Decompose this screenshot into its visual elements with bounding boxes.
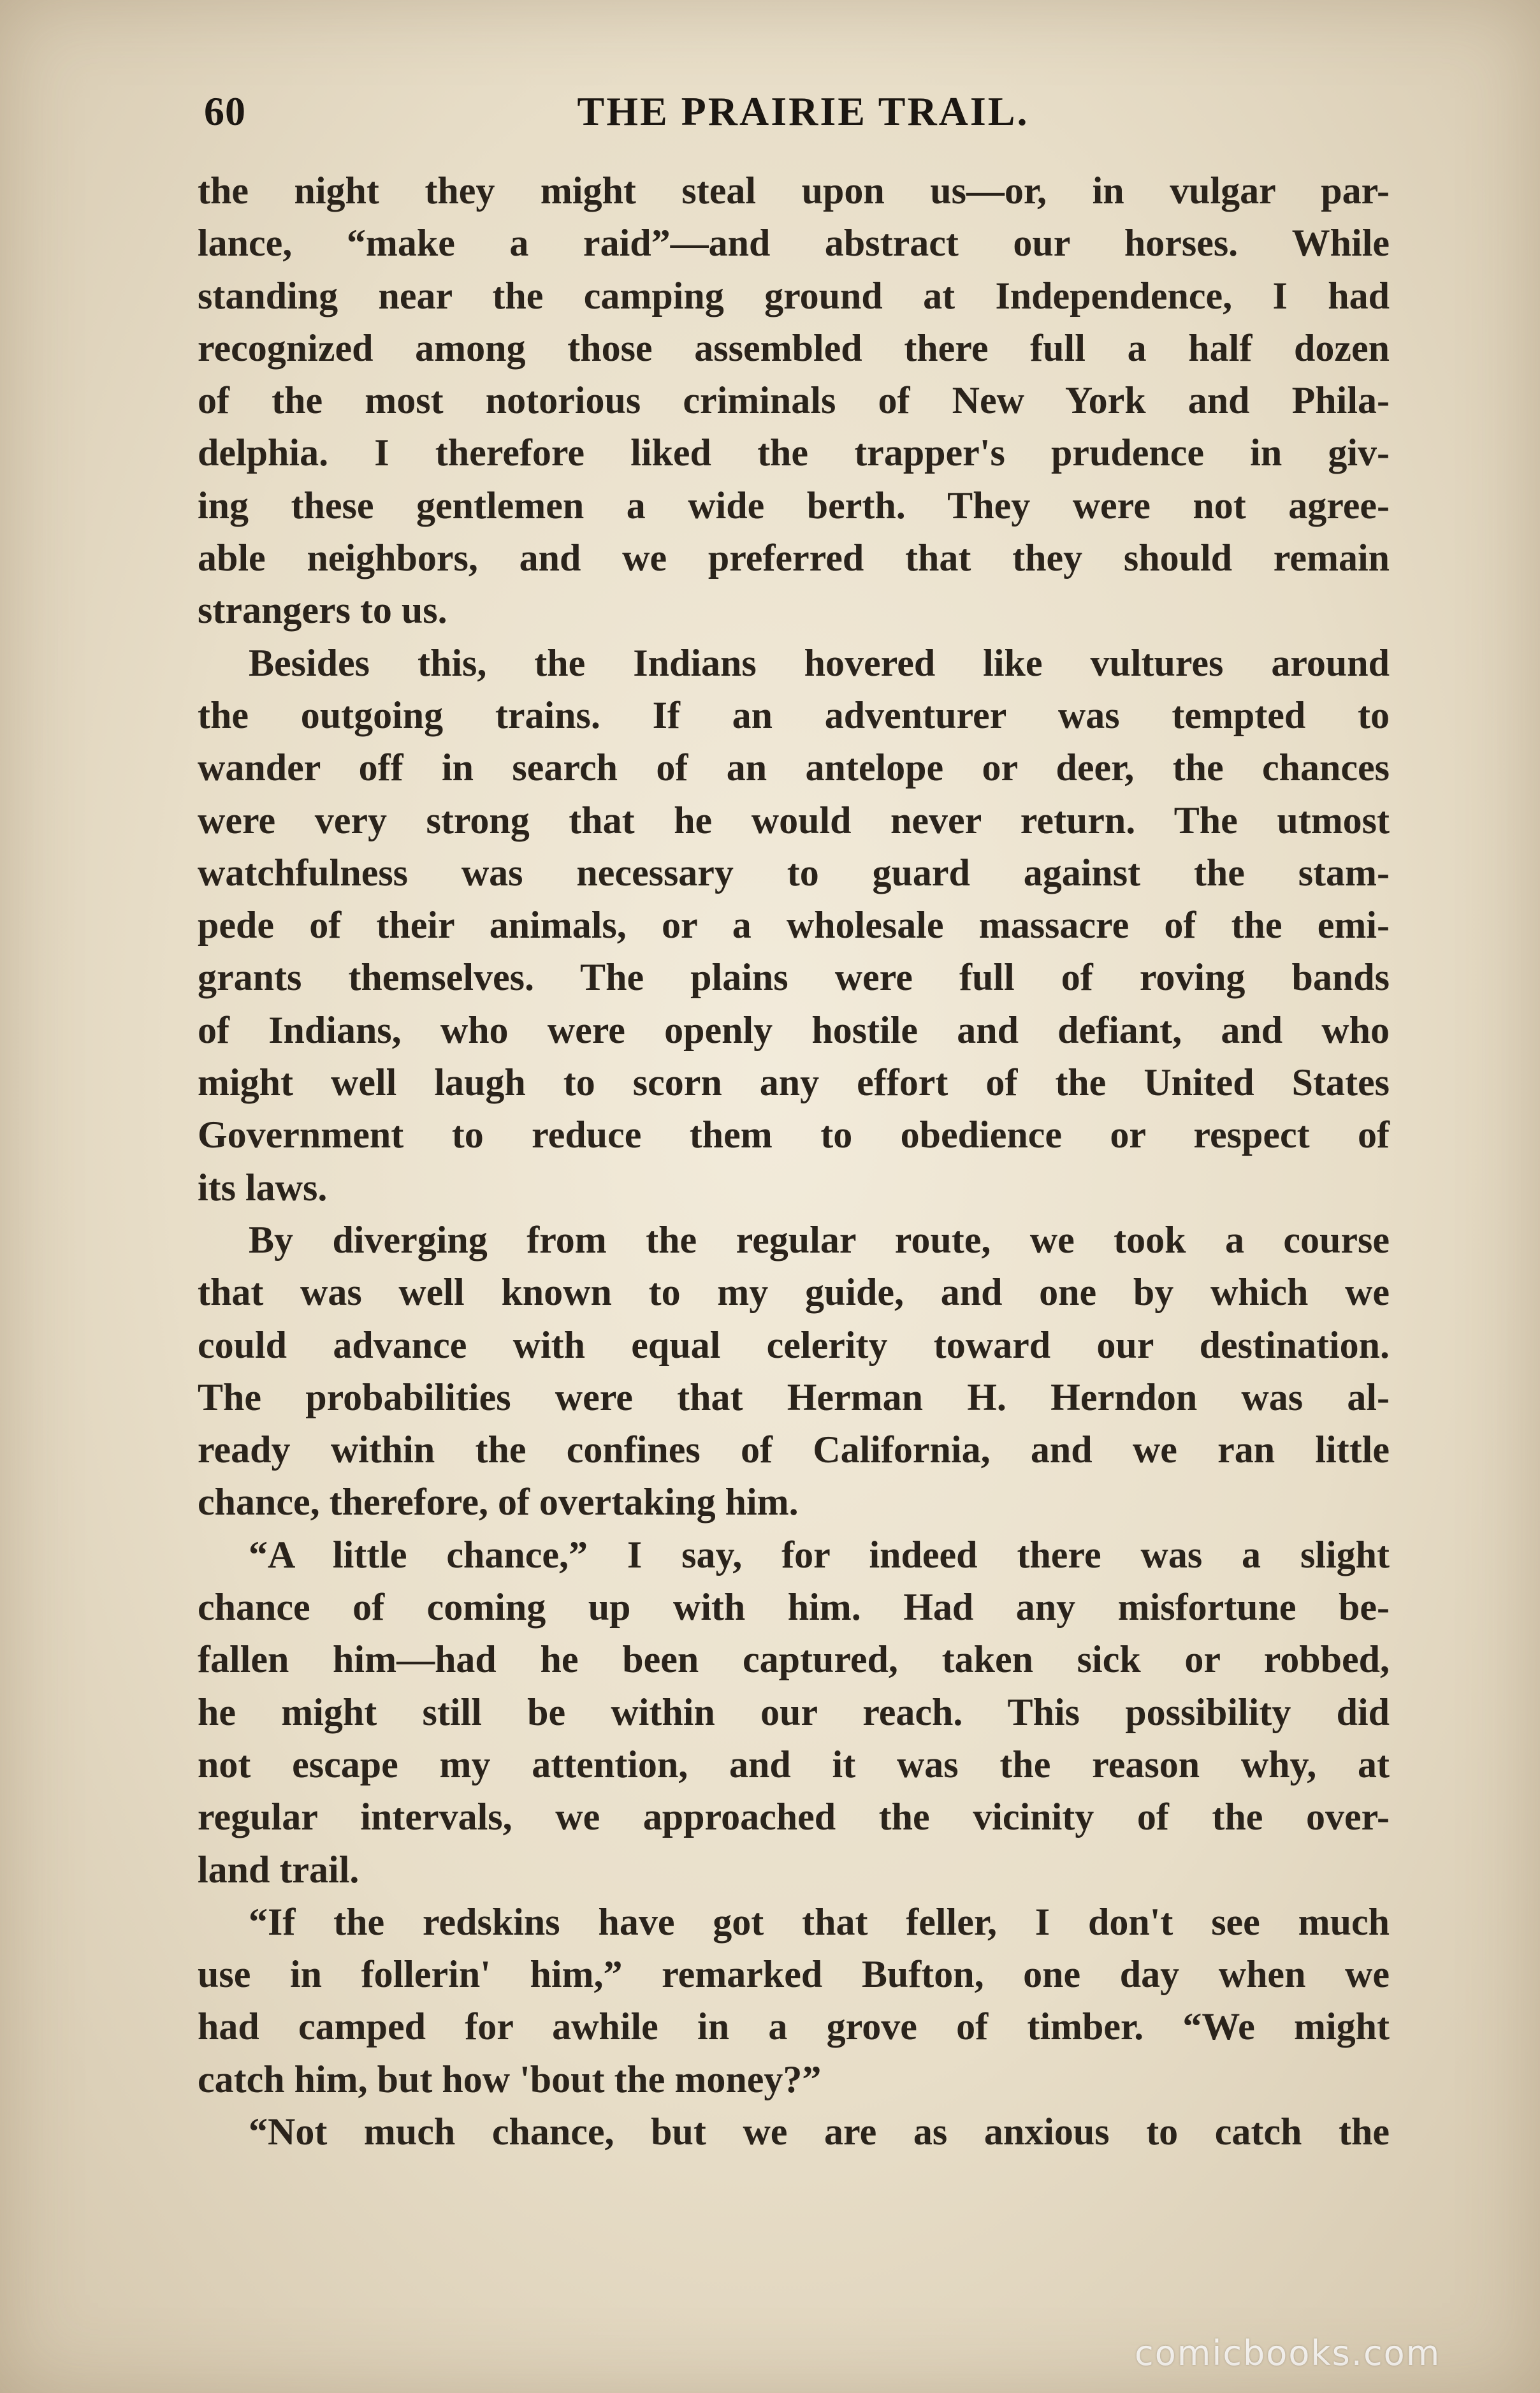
- text-line: wander off in search of an antelope or deer, the chances: [198, 746, 1390, 789]
- text-line: watchfulness was necessary to guard against the stam-: [198, 851, 1390, 894]
- text-line: the outgoing trains. If an adventurer was tempted to: [198, 694, 1390, 736]
- text-line: had camped for awhile in a grove of timber. “We might: [198, 2005, 1390, 2048]
- text-line: able neighbors, and we preferred that they should remain: [198, 537, 1390, 579]
- body-text: [198, 164, 1390, 2158]
- text-line: could advance with equal celerity toward our destination.: [198, 1323, 1390, 1366]
- text-line: ready within the confines of California, and we ran little: [198, 1429, 1390, 1471]
- text-line: “A little chance,” I say, for indeed there was a slight: [249, 1533, 1390, 1576]
- text-line: pede of their animals, or a wholesale massacre of the emi-: [198, 904, 1390, 947]
- text-line: The probabilities were that Herman H. Herndon was al-: [198, 1376, 1390, 1418]
- text-line: chance, therefore, of overtaking him.: [198, 1481, 799, 1524]
- text-line: recognized among those assembled there full a half dozen: [198, 326, 1390, 369]
- text-line: “Not much chance, but we are as anxious to catch the: [249, 2110, 1390, 2153]
- text-line: that was well known to my guide, and one by which we: [198, 1271, 1390, 1314]
- text-line: of the most notorious criminals of New York and Phila-: [198, 379, 1390, 422]
- text-line: lance, “make a raid”—and abstract our horses. While: [198, 222, 1390, 265]
- text-line: were very strong that he would never return. The utmost: [198, 799, 1390, 841]
- text-line: standing near the camping ground at Independence, I had: [198, 274, 1390, 317]
- page-header: [191, 88, 1390, 158]
- text-line: grants themselves. The plains were full of roving bands: [198, 956, 1390, 999]
- text-line: might well laugh to scorn any effort of the United States: [198, 1061, 1390, 1104]
- text-line: use in follerin' him,” remarked Bufton, one day when we: [198, 1953, 1390, 1996]
- text-line: Besides this, the Indians hovered like vultures around: [249, 641, 1390, 684]
- text-line: catch him, but how 'bout the money?”: [198, 2058, 822, 2100]
- text-line: of Indians, who were openly hostile and defiant, and who: [198, 1008, 1390, 1051]
- text-line: regular intervals, we approached the vicinity of the over-: [198, 1796, 1390, 1838]
- running-title: THE PRAIRIE TRAIL.: [577, 89, 1029, 134]
- text-line: ing these gentlemen a wide berth. They were not agree-: [198, 484, 1390, 527]
- text-line: “If the redskins have got that feller, I don't see much: [249, 1900, 1390, 1943]
- text-line: fallen him—had he been captured, taken sick or robbed,: [198, 1638, 1390, 1681]
- text-line: Government to reduce them to obedience or respect of: [198, 1114, 1390, 1156]
- text-line: delphia. I therefore liked the trapper's prudence in giv-: [198, 432, 1390, 474]
- text-line: By diverging from the regular route, we took a course: [249, 1218, 1390, 1261]
- text-line: land trail.: [198, 1848, 360, 1891]
- text-line: strangers to us.: [198, 589, 447, 632]
- text-line: its laws.: [198, 1166, 328, 1209]
- site-watermark: comicbooks.com: [1135, 2333, 1441, 2373]
- text-line: the night they might steal upon us—or, in vulgar par-: [198, 170, 1390, 212]
- text-line: he might still be within our reach. This possibility did: [198, 1691, 1390, 1733]
- text-line: chance of coming up with him. Had any misfortune be-: [198, 1586, 1390, 1629]
- page-number: 60: [204, 89, 246, 134]
- text-line: not escape my attention, and it was the reason why, at: [198, 1743, 1390, 1786]
